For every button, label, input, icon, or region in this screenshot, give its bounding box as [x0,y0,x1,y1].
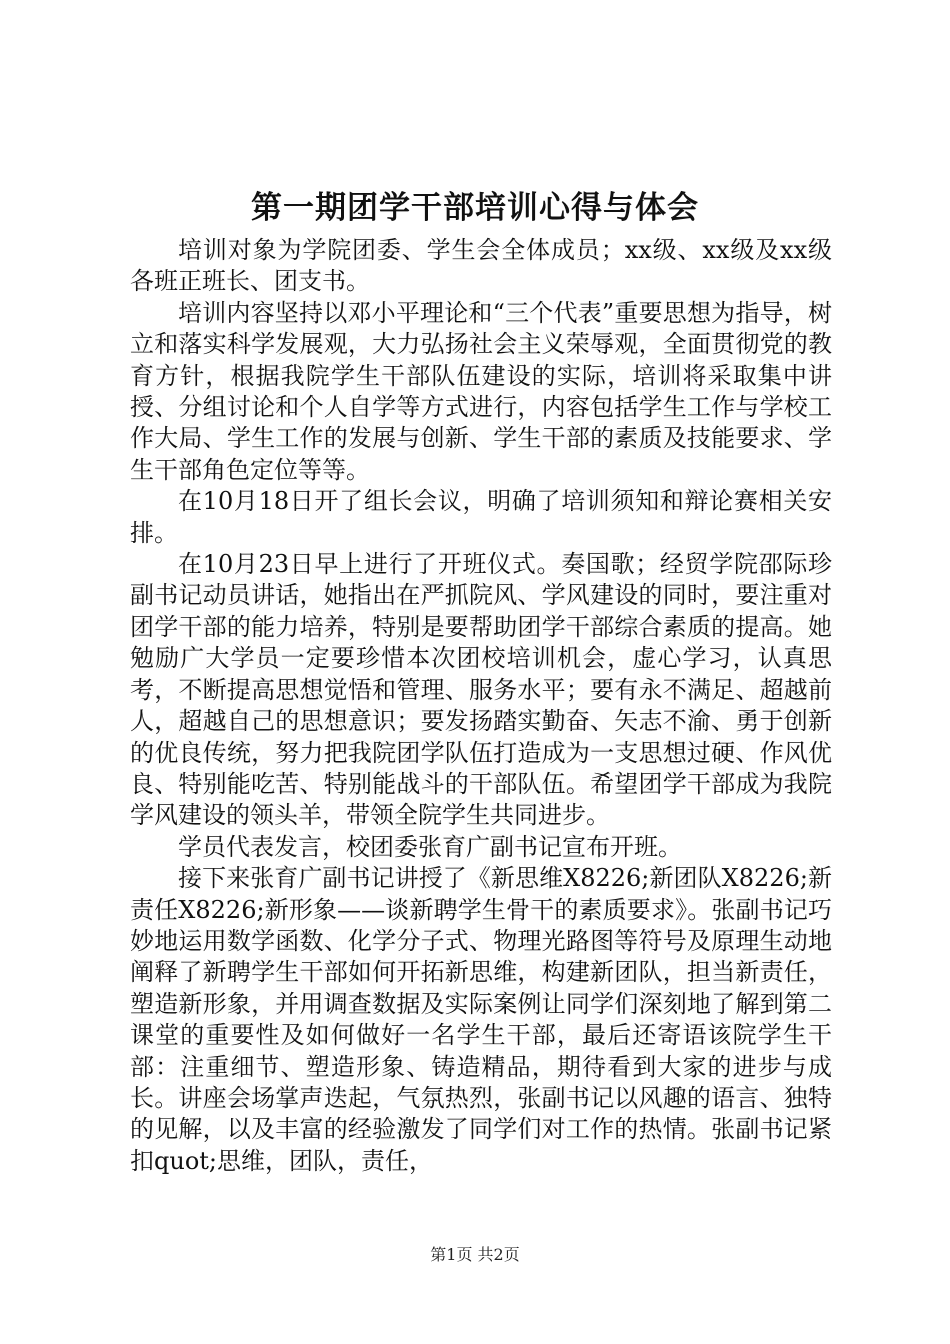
paragraph-representative-speech: 学员代表发言，校团委张育广副书记宣布开班。 [178,832,682,861]
paragraph-lecture: 接下来张育广副书记讲授了《新思维X8226;新团队X8226;新责任X8226;新形象——谈新聘学生骨干的素质要求》。张副书记巧妙地运用数学函数、化学分子式、物理光路图等符号及原理生动地阐释了新聘学生干部如何开拓新思维，构建新团队，担当新责任，塑造新形象，并用调查数据及实际案例让同学们深刻地了解到第二课堂的重要性及如何做好一名学生干部，最后还寄语该院学生干部：注重细节、塑造形象、铸造精品，期待看到大家的进步与成长。讲座会场掌声迭起，气氛热烈，张副书记以风趣的语言、独特的见解，以及丰富的经验激发了同学们对工作的热情。张副书记紧扣quot;思维，团队，责任， [130,864,832,1175]
paragraph-training-targets: 培训对象为学院团委、学生会全体成员；xx级、xx级及xx级各班正班长、团支书。 [130,236,832,296]
page-number-footer: 第1页 共2页 [430,1245,520,1264]
paragraph-opening-ceremony: 在10月23日早上进行了开班仪式。奏国歌；经贸学院邵际珍副书记动员讲话，她指出在严抓院风、学风建设的同时，要注重对团学干部的能力培养，特别是要帮助团学干部综合素质的提高。她勉励广大学员一定要珍惜本次团校培训机会，虚心学习，认真思考，不断提高思想觉悟和管理、服务水平；要有永不满足、超越前人，超越自己的思想意识；要发扬踏实勤奋、矢志不渝、勇于创新的优良传统，努力把我院团学队伍打造成为一支思想过硬、作风优良、特别能吃苦、特别能战斗的干部队伍。希望团学干部成为我院学风建设的领头羊，带领全院学生共同进步。 [130,550,832,830]
document-title: 第一期团学干部培训心得与体会 [251,190,699,226]
document-body [130,235,832,1177]
paragraph-group-leader-meeting: 在10月18日开了组长会议，明确了培训须知和辩论赛相关安排。 [130,487,832,547]
paragraph-training-content: 培训内容坚持以邓小平理论和“三个代表”重要思想为指导，树立和落实科学发展观，大力弘扬社会主义荣辱观，全面贯彻党的教育方针，根据我院学生干部队伍建设的实际，培训将采取集中讲授、分组讨论和个人自学等方式进行，内容包括学生工作与学校工作大局、学生工作的发展与创新、学生干部的素质及技能要求、学生干部角色定位等等。 [130,298,832,484]
